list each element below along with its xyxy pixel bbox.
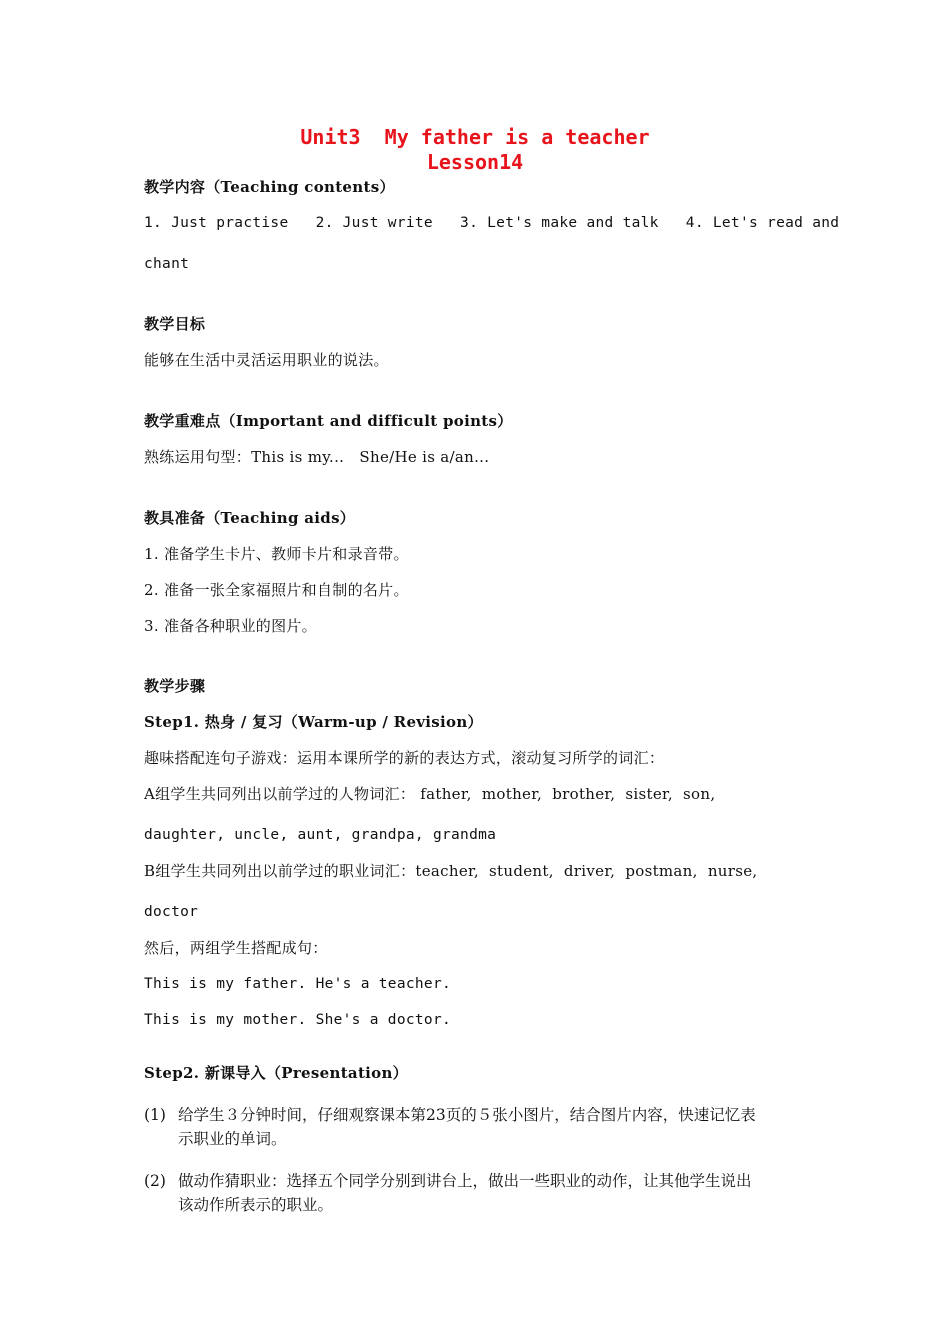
list-text-line: 示职业的单词。 — [178, 1130, 287, 1148]
objectives-heading: 教学目标 — [144, 315, 206, 333]
list-text-line: 该动作所表示的职业。 — [178, 1196, 334, 1214]
step1-group-b-line-2: doctor — [144, 904, 199, 920]
key-points-heading: 教学重难点（Important and difficult points） — [144, 412, 513, 430]
document-subtitle: Lesson14 — [426, 150, 524, 174]
step1-then: 然后，两组学生搭配成句： — [144, 939, 328, 957]
steps-heading: 教学步骤 — [144, 677, 206, 695]
step1-group-b-line-1: B组学生共同列出以前学过的职业词汇：teacher, student, driver, postman, nurse, — [144, 862, 758, 880]
aids-item: 2. 准备一张全家福照片和自制的名片。 — [144, 581, 409, 599]
aids-item: 1. 准备学生卡片、教师卡片和录音带。 — [144, 545, 409, 563]
list-number: (1) — [144, 1106, 166, 1124]
step2-list-item — [144, 1103, 806, 1151]
step1-example-1: This is my father. He's a teacher. — [144, 976, 452, 992]
step1-intro: 趣味搭配连句子游戏：运用本课所学的新的表达方式，滚动复习所学的词汇： — [144, 749, 665, 767]
step1-group-a-line-1: A组学生共同列出以前学过的人物词汇： father, mother, brother, sister, son, — [144, 785, 716, 803]
key-points-text: 熟练运用句型：This is my... She/He is a/an... — [144, 448, 490, 466]
step1-group-a-line-2: daughter, uncle, aunt, grandpa, grandma — [144, 827, 497, 843]
list-number: (2) — [144, 1172, 166, 1190]
contents-heading: 教学内容（Teaching contents） — [144, 178, 395, 196]
step2-heading: Step2. 新课导入（Presentation） — [144, 1064, 408, 1082]
contents-line-2: chant — [144, 256, 190, 272]
aids-item: 3. 准备各种职业的图片。 — [144, 617, 317, 635]
list-text-line: 给学生３分钟时间，仔细观察课本第23页的５张小图片，结合图片内容，快速记忆表 — [178, 1106, 756, 1124]
step2-list-item — [144, 1169, 806, 1217]
aids-heading: 教具准备（Teaching aids） — [144, 509, 356, 527]
step1-heading: Step1. 热身 / 复习（Warm-up / Revision） — [144, 713, 483, 731]
contents-line-1: 1. Just practise 2. Just write 3. Let's make and talk 4. Let's read and — [144, 215, 840, 231]
list-text-line: 做动作猜职业：选择五个同学分别到讲台上，做出一些职业的动作，让其他学生说出 — [178, 1172, 752, 1190]
step1-example-2: This is my mother. She's a doctor. — [144, 1012, 452, 1028]
document-title: Unit3 My father is a teacher — [300, 125, 650, 149]
objectives-text: 能够在生活中灵活运用职业的说法。 — [144, 351, 389, 369]
